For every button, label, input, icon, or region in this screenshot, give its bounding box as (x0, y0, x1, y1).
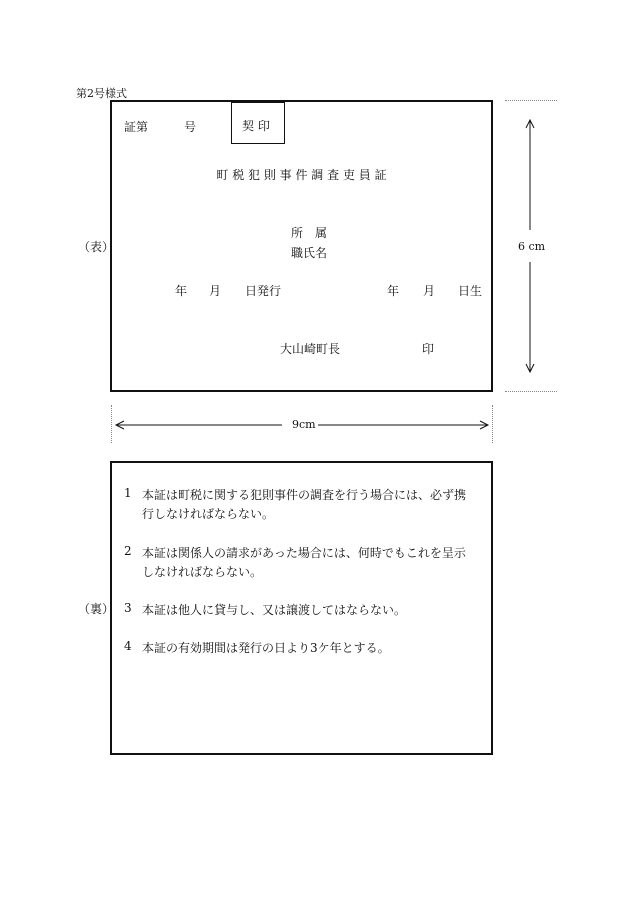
item-text-line2: しなければならない。 (142, 565, 263, 579)
item-text-line1: 本証は他人に貸与し、又は譲渡してはならない。 (142, 603, 407, 617)
item-number: 1 (124, 486, 132, 500)
item-text-line1: 本証は関係人の請求があった場合には、何時でもこれを呈示 (142, 546, 466, 560)
card-title: 町 税 犯 則 事 件 調 査 吏 員 証 (216, 168, 387, 182)
width-guide-right (492, 405, 493, 443)
birth-month: 月 (423, 284, 436, 298)
item-number: 3 (124, 601, 132, 615)
birth-day: 日生 (458, 284, 483, 298)
issue-day: 日発行 (245, 284, 282, 298)
item-number: 4 (124, 639, 132, 653)
item-text-line1: 本証の有効期間は発行の日より3ケ年とする。 (142, 641, 390, 655)
issue-month: 月 (209, 284, 222, 298)
birth-year: 年 (387, 284, 400, 298)
form-label: 第2号様式 (76, 87, 127, 100)
height-guide-bottom (505, 391, 557, 392)
affiliation-label: 所 属 (291, 226, 328, 240)
seal-text: 契 印 (242, 119, 270, 133)
width-guide-left (111, 405, 112, 443)
front-card (110, 100, 493, 392)
front-side-label: （表） (78, 240, 115, 254)
position-name-label: 職氏名 (291, 246, 328, 260)
item-text-line2: 行しなければならない。 (142, 507, 275, 521)
cert-number-prefix: 証第 (124, 120, 149, 134)
mayor-title: 大山崎町長 (280, 342, 341, 356)
item-number: 2 (124, 544, 132, 558)
height-label: 6 cm (518, 240, 546, 253)
back-card (110, 461, 493, 755)
seal-box (231, 102, 285, 144)
back-side-label: （裏） (78, 602, 115, 616)
issue-year: 年 (175, 284, 188, 298)
mayor-stamp: 印 (422, 342, 435, 356)
item-text-line1: 本証は町税に関する犯則事件の調査を行う場合には、必ず携 (142, 488, 467, 502)
width-label: 9cm (292, 418, 316, 431)
cert-number-suffix: 号 (184, 120, 197, 134)
height-guide-top (505, 100, 557, 101)
